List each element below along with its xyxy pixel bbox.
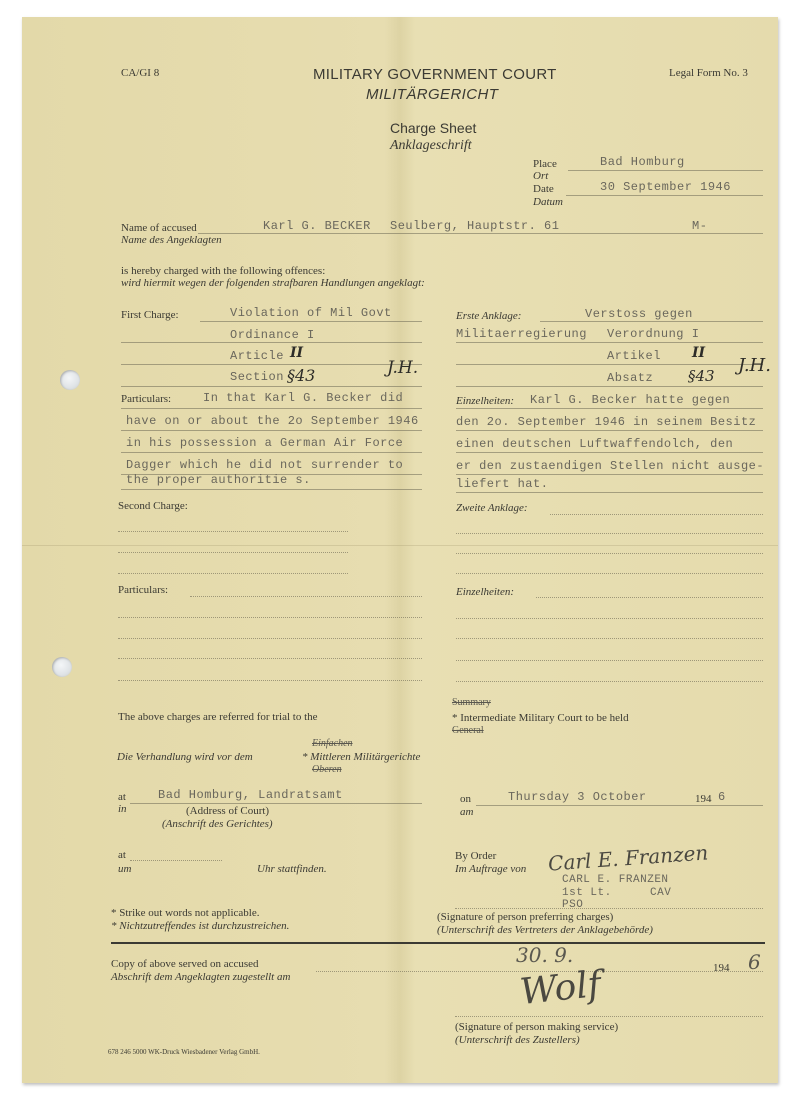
by-order-label: By Order xyxy=(455,850,497,862)
section-label: Section xyxy=(230,370,284,384)
typed-office: PSO xyxy=(562,899,584,911)
accused-label-en: Name of accused xyxy=(121,222,197,234)
einzelheiten-label: Einzelheiten: xyxy=(456,395,515,407)
first-charge-de-line-2b[interactable]: Verordnung I xyxy=(607,327,700,341)
preferring-caption-en: (Signature of person preferring charges) xyxy=(437,911,614,923)
particulars-line-4[interactable]: Dagger which he did not surrender to xyxy=(126,458,404,472)
charged-text-de: wird hiermit wegen der folgenden strafbaren Handlungen angeklagt: xyxy=(121,277,425,289)
service-label-de: Abschrift dem Angeklagten zugestellt am xyxy=(111,971,291,983)
particulars-label: Particulars: xyxy=(121,393,172,405)
printer-imprint: 678 246 5000 WK-Druck Wiesbadener Verlag GmbH. xyxy=(108,1048,260,1056)
accused-label-de: Name des Angeklagten xyxy=(121,234,222,246)
footnote-de: * Nichtzutreffendes ist durchzustreichen. xyxy=(111,920,290,932)
court-at-label: at xyxy=(118,791,126,803)
fold-crease xyxy=(22,545,778,546)
court-option-summary: Summary xyxy=(452,697,491,708)
time-at-label: at xyxy=(118,849,126,861)
accused-suffix: M- xyxy=(692,219,708,233)
court-address-caption-de: (Anschrift des Gerichtes) xyxy=(162,818,273,830)
einzelheiten-line-2[interactable]: den 2o. September 1946 in seinem Besitz xyxy=(456,415,757,429)
time-um-label: um xyxy=(118,863,132,875)
court-option-oberen: Oberen xyxy=(312,764,342,775)
punch-hole-bottom xyxy=(52,657,72,677)
trial-year-prefix: 194 xyxy=(695,793,712,805)
title-de: MILITÄRGERICHT xyxy=(366,86,499,103)
particulars-line-2[interactable]: have on or about the 2o September 1946 xyxy=(126,414,419,428)
initials-en: J.H. xyxy=(387,358,419,378)
second-particulars-label: Particulars: xyxy=(118,584,169,596)
first-charge-line-2[interactable]: Ordinance I xyxy=(230,328,315,342)
on-label: on xyxy=(460,793,471,805)
court-in-label: in xyxy=(118,803,127,815)
accused-name[interactable]: Karl G. BECKER xyxy=(263,219,371,233)
im-auftrage-label: Im Auftrage von xyxy=(455,863,527,875)
einzelheiten-line-3[interactable]: einen deutschen Luftwaffendolch, den xyxy=(456,437,734,451)
particulars-line-5[interactable]: the proper authoritie s. xyxy=(126,473,311,487)
date-value[interactable]: 30 September 1946 xyxy=(600,180,731,194)
trial-date[interactable]: Thursday 3 October xyxy=(508,790,647,804)
service-date[interactable]: 30. 9. xyxy=(516,943,574,967)
typed-branch: CAV xyxy=(650,887,672,899)
particulars-line-1[interactable]: In that Karl G. Becker did xyxy=(203,391,404,405)
date-label-de: Datum xyxy=(533,196,563,208)
absatz-value[interactable]: §43 xyxy=(688,367,715,385)
title-en: MILITARY GOVERNMENT COURT xyxy=(313,66,557,83)
court-option-mittleren: * Mittleren Militärgerichte xyxy=(302,751,421,763)
service-caption-de: (Unterschrift des Zustellers) xyxy=(455,1034,580,1046)
einzelheiten-line-5[interactable]: liefert hat. xyxy=(456,477,549,491)
second-charge-label: Second Charge: xyxy=(118,500,188,512)
place-value[interactable]: Bad Homburg xyxy=(600,155,685,169)
service-year-prefix: 194 xyxy=(713,962,730,974)
service-label-en: Copy of above served on accused xyxy=(111,958,259,970)
first-charge-de-line-1[interactable]: Verstoss gegen xyxy=(585,307,693,321)
second-einzelheiten-label: Einzelheiten: xyxy=(456,586,515,598)
legal-form-number: Legal Form No. 3 xyxy=(669,67,748,79)
first-charge-label-de: Erste Anklage: xyxy=(456,310,522,322)
trial-year-suffix[interactable]: 6 xyxy=(718,790,726,804)
typed-name: CARL E. FRANZEN xyxy=(562,874,669,886)
service-caption-en: (Signature of person making service) xyxy=(455,1021,619,1033)
date-label: Date xyxy=(533,183,554,195)
particulars-line-3[interactable]: in his possession a German Air Force xyxy=(126,436,404,450)
absatz-label: Absatz xyxy=(607,371,654,385)
first-charge-label: First Charge: xyxy=(121,309,179,321)
article-label: Article xyxy=(230,349,284,363)
typed-rank: 1st Lt. xyxy=(562,887,612,899)
court-option-intermediate: * Intermediate Military Court to be held xyxy=(452,712,629,724)
footnote-en: * Strike out words not applicable. xyxy=(111,907,260,919)
charged-text-en: is hereby charged with the following offences: xyxy=(121,265,326,277)
uhr-stattfinden: Uhr stattfinden. xyxy=(257,863,327,875)
einzelheiten-line-1[interactable]: Karl G. Becker hatte gegen xyxy=(530,393,731,407)
section-value[interactable]: §43 xyxy=(287,366,316,385)
doc-title-de: Anklageschrift xyxy=(390,138,472,153)
initials-de: J.H. xyxy=(738,355,771,376)
referral-text-de: Die Verhandlung wird vor dem xyxy=(117,751,253,763)
einzelheiten-line-4[interactable]: er den zustaendigen Stellen nicht ausge- xyxy=(456,459,765,473)
service-signature: Wolf xyxy=(518,963,603,1014)
artikel-value[interactable]: II xyxy=(692,345,706,361)
doc-title-en: Charge Sheet xyxy=(390,120,477,136)
court-option-general: General xyxy=(452,725,484,736)
referral-text-en: The above charges are referred for trial to the xyxy=(118,711,318,723)
place-label: Place xyxy=(533,158,557,170)
court-address-caption-en: (Address of Court) xyxy=(186,805,270,817)
preferring-caption-de: (Unterschrift des Vertreters der Anklagebehörde) xyxy=(437,924,653,936)
artikel-label: Artikel xyxy=(607,349,661,363)
first-charge-de-line-2a[interactable]: Militaerregierung xyxy=(456,327,587,341)
accused-address[interactable]: Seulberg, Hauptstr. 61 xyxy=(390,219,560,233)
punch-hole-top xyxy=(60,370,80,390)
article-value[interactable]: II xyxy=(290,345,304,361)
court-address[interactable]: Bad Homburg, Landratsamt xyxy=(158,788,343,802)
first-charge-line-1[interactable]: Violation of Mil Govt xyxy=(230,306,392,320)
zweite-anklage-label: Zweite Anklage: xyxy=(456,502,528,514)
form-code: CA/GI 8 xyxy=(121,67,160,79)
court-option-einfachen: Einfachen xyxy=(312,738,353,749)
place-label-de: Ort xyxy=(533,170,549,182)
section-divider xyxy=(111,942,765,944)
preferring-signature: Carl E. Franzen xyxy=(547,840,710,876)
am-label: am xyxy=(460,806,474,818)
service-year-suffix[interactable]: 6 xyxy=(748,950,761,974)
